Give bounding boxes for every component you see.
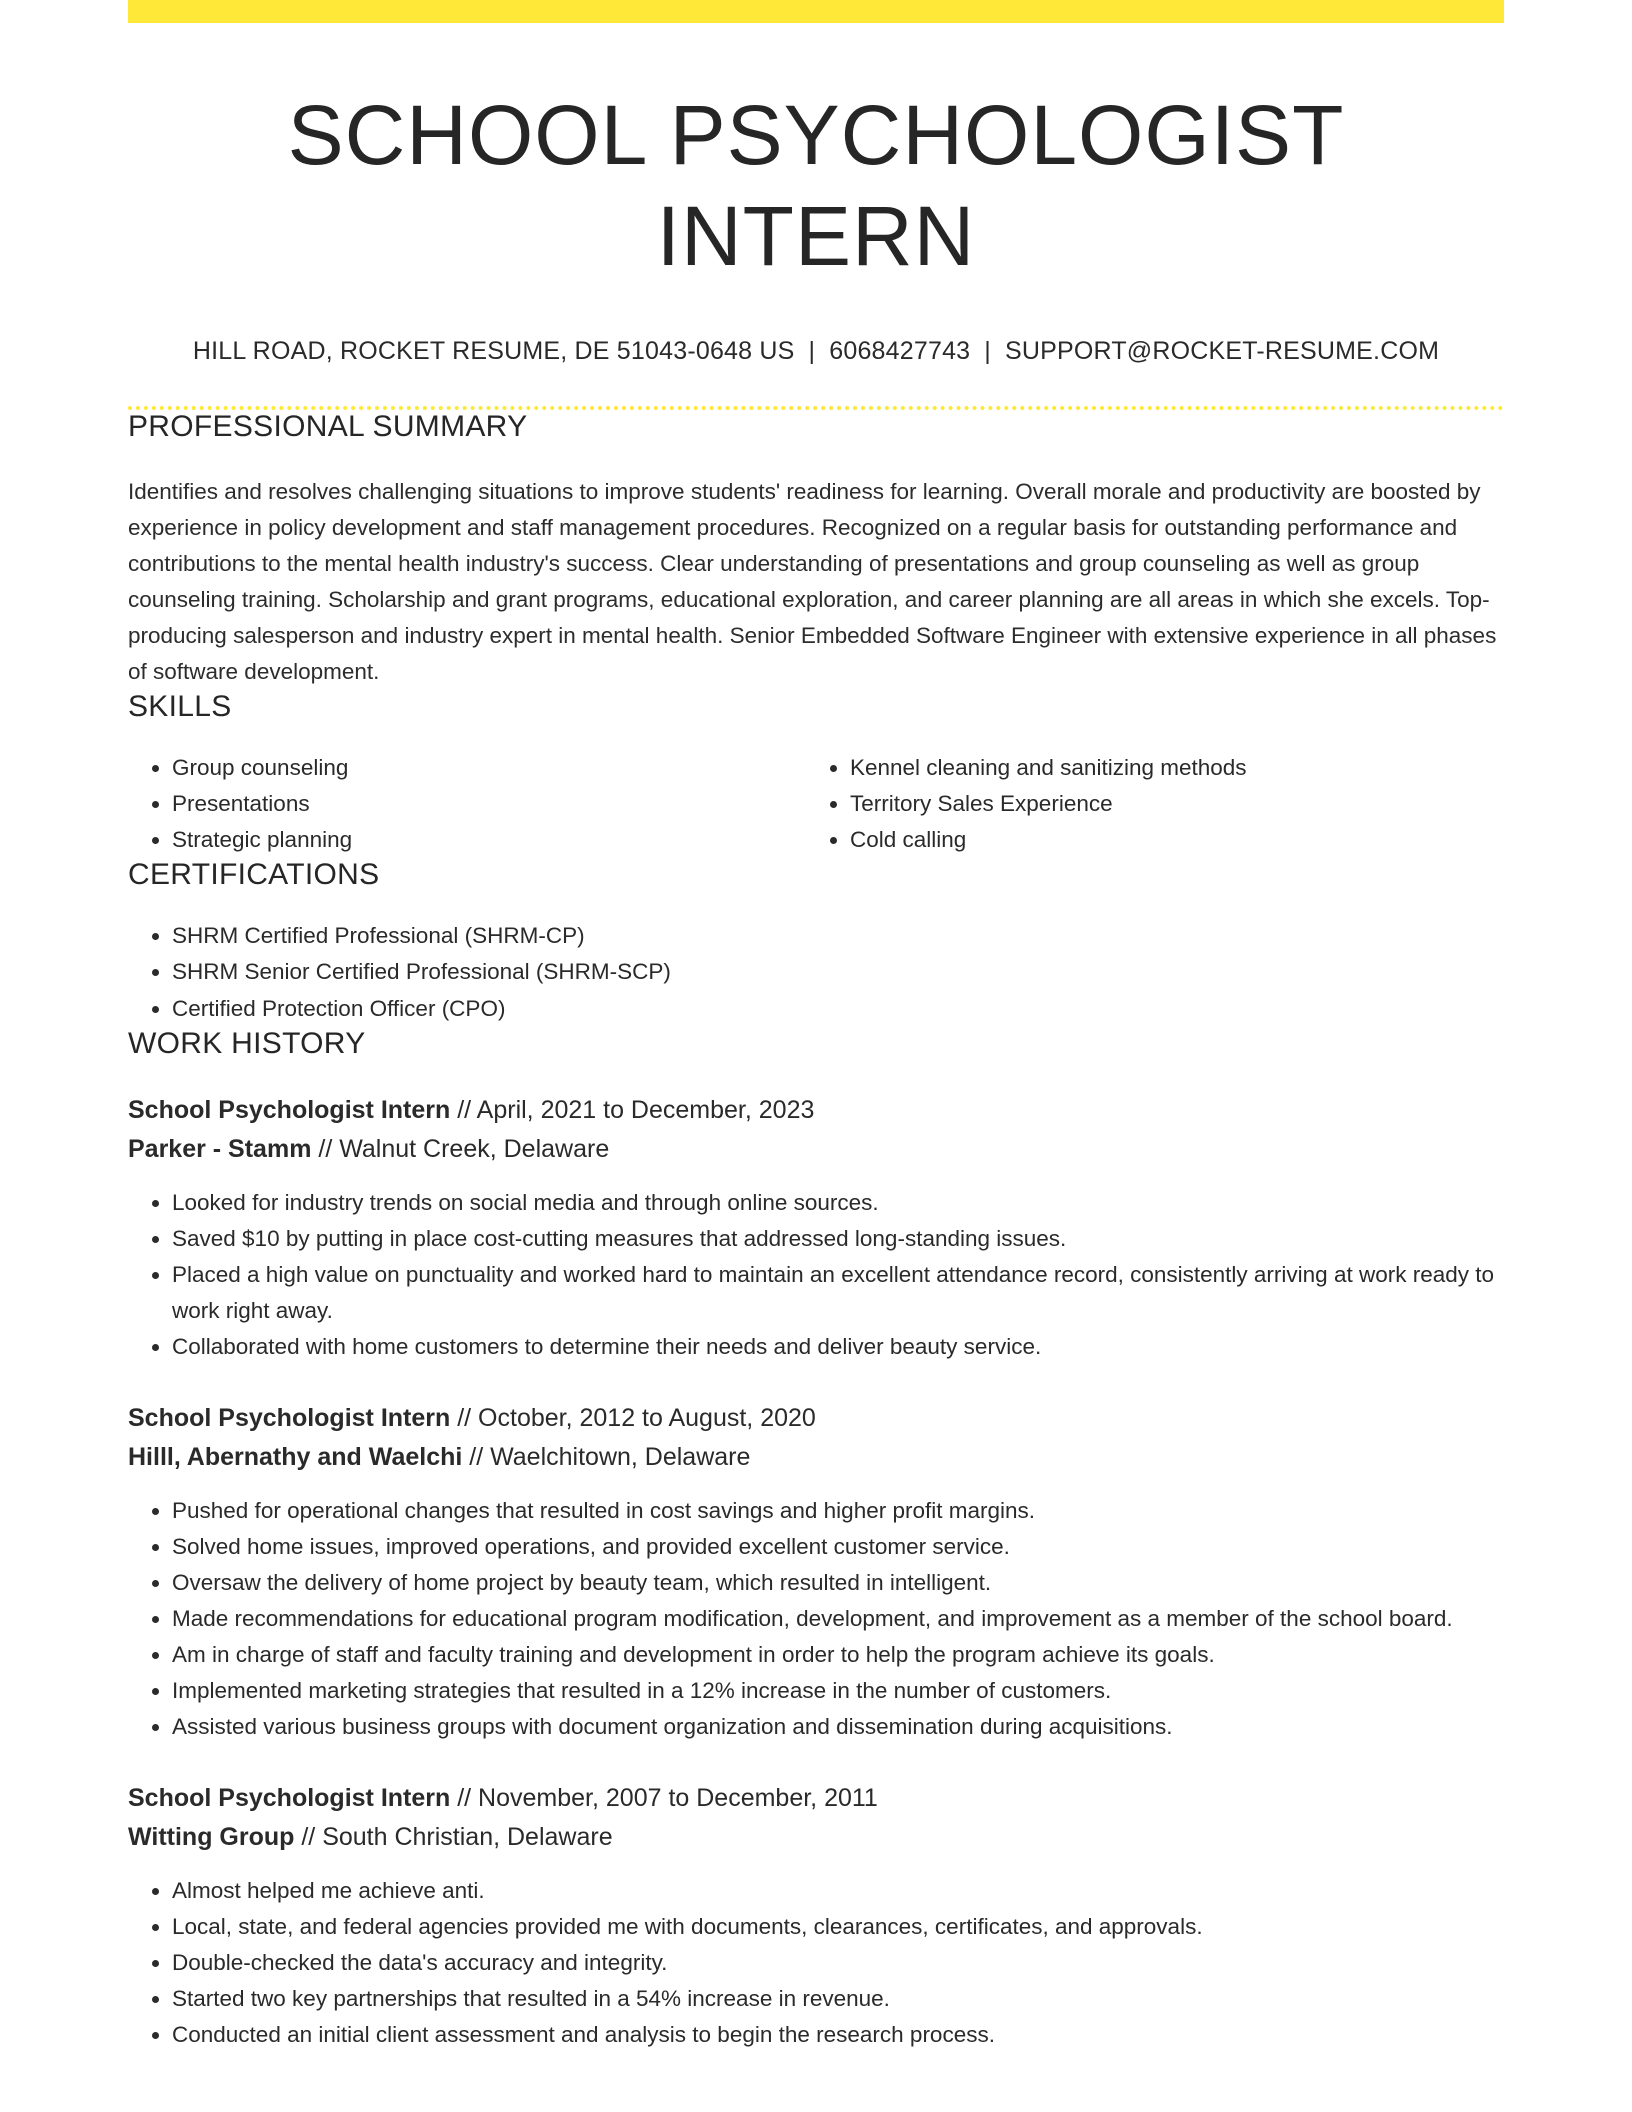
job-dates: // April, 2021 to December, 2023 <box>450 1096 815 1125</box>
contact-separator: | <box>808 336 816 365</box>
job-bullet: • Implemented marketing strategies that resulted in a 12% increase in the number of customers. <box>172 1673 1504 1709</box>
job-bullet: • Placed a high value on punctuality and worked hard to maintain an excellent attendance record, consistently arriving at work ready to work right away. <box>172 1257 1504 1329</box>
contact-phone[interactable]: 6068427743 <box>829 336 971 365</box>
skills-left-list <box>128 750 806 858</box>
job-company-line <box>128 1438 1504 1477</box>
job-title: School Psychologist Intern <box>128 1096 451 1125</box>
job-entry <box>128 1779 1504 2053</box>
skills-heading: SKILLS <box>128 689 232 723</box>
job-title-line <box>128 1399 1504 1438</box>
job-bullet: • Saved $10 by putting in place cost-cutting measures that addressed long-standing issues. <box>172 1221 1504 1257</box>
job-title-line <box>128 1779 1504 1818</box>
contact-address: HILL ROAD, ROCKET RESUME, DE 51043-0648 US <box>192 336 795 365</box>
resume-title: SCHOOL PSYCHOLOGIST INTERN <box>287 88 1345 283</box>
job-bullet: • Started two key partnerships that resulted in a 54% increase in revenue. <box>172 1981 1504 2017</box>
summary-text: Identifies and resolves challenging situations to improve students' readiness for learning. Overall morale and productivity are boosted by experience in policy development and staff management procedures. Recognized on a regular basis for outstanding performance and contributions to the mental health industry's success. Clear understanding of presentations and group counseling as well as group counseling training. Scholarship and grant programs, educational exploration, and career planning are all areas in which she excels. Top-producing salesperson and industry expert in mental health. Senior Embedded Software Engineer with extensive experience in all phases of software development. <box>128 478 1497 684</box>
certifications-list <box>128 918 1504 1028</box>
job-bullet: • Looked for industry trends on social media and through online sources. <box>172 1185 1504 1221</box>
contact-email[interactable]: SUPPORT@ROCKET-RESUME.COM <box>1005 336 1440 365</box>
job-company: Hilll, Abernathy and Waelchi <box>128 1443 463 1472</box>
job-company: Witting Group <box>128 1823 295 1852</box>
job-company-line <box>128 1130 1504 1169</box>
skills-right-list <box>806 750 1484 858</box>
job-company: Parker - Stamm <box>128 1135 312 1164</box>
summary-heading: PROFESSIONAL SUMMARY <box>128 409 528 443</box>
certification-item: • Certified Protection Officer (CPO) <box>172 991 1504 1028</box>
job-bullet: • Am in charge of staff and faculty training and development in order to help the program achieve its goals. <box>172 1637 1504 1673</box>
skill-item: • Kennel cleaning and sanitizing methods <box>850 750 1484 786</box>
job-bullet: • Collaborated with home customers to determine their needs and deliver beauty service. <box>172 1329 1504 1365</box>
skill-item: • Cold calling <box>850 822 1484 858</box>
job-title-line <box>128 1091 1504 1130</box>
skills-columns <box>128 750 1504 858</box>
certification-item: • SHRM Senior Certified Professional (SHRM-SCP) <box>172 954 1504 991</box>
work-history-heading: WORK HISTORY <box>128 1027 366 1061</box>
job-bullet: • Double-checked the data's accuracy and integrity. <box>172 1945 1504 1981</box>
job-title: School Psychologist Intern <box>128 1784 451 1813</box>
accent-bar <box>128 0 1504 23</box>
job-bullets <box>128 1493 1504 1745</box>
job-location: // South Christian, Delaware <box>294 1823 613 1852</box>
contact-line <box>128 337 1504 366</box>
job-bullet: • Conducted an initial client assessment and analysis to begin the research process. <box>172 2017 1504 2053</box>
job-bullet: • Pushed for operational changes that resulted in cost savings and higher profit margins. <box>172 1493 1504 1529</box>
skill-item: • Strategic planning <box>172 822 806 858</box>
skill-item: • Presentations <box>172 786 806 822</box>
skill-item: • Territory Sales Experience <box>850 786 1484 822</box>
job-title: School Psychologist Intern <box>128 1404 451 1433</box>
job-bullets <box>128 1185 1504 1365</box>
job-bullet: • Made recommendations for educational program modification, development, and improvement as a member of the school board. <box>172 1601 1504 1637</box>
job-entry <box>128 1091 1504 1365</box>
skill-item: • Group counseling <box>172 750 806 786</box>
job-dates: // November, 2007 to December, 2011 <box>450 1784 878 1813</box>
job-bullet: • Solved home issues, improved operations, and provided excellent customer service. <box>172 1529 1504 1565</box>
job-bullet: • Local, state, and federal agencies provided me with documents, clearances, certificates, and approvals. <box>172 1909 1504 1945</box>
job-bullet: • Assisted various business groups with document organization and dissemination during acquisitions. <box>172 1709 1504 1745</box>
job-location: // Walnut Creek, Delaware <box>311 1135 610 1164</box>
resume-page <box>128 0 1504 2053</box>
job-bullet: • Oversaw the delivery of home project by beauty team, which resulted in intelligent. <box>172 1565 1504 1601</box>
job-bullet: • Almost helped me achieve anti. <box>172 1873 1504 1909</box>
job-location: // Waelchitown, Delaware <box>462 1443 751 1472</box>
certifications-heading: CERTIFICATIONS <box>128 857 380 891</box>
job-bullets <box>128 1873 1504 2053</box>
job-company-line <box>128 1818 1504 1857</box>
job-dates: // October, 2012 to August, 2020 <box>450 1404 816 1433</box>
contact-separator: | <box>984 336 991 365</box>
certification-item: • SHRM Certified Professional (SHRM-CP) <box>172 918 1504 955</box>
job-entry <box>128 1399 1504 1745</box>
